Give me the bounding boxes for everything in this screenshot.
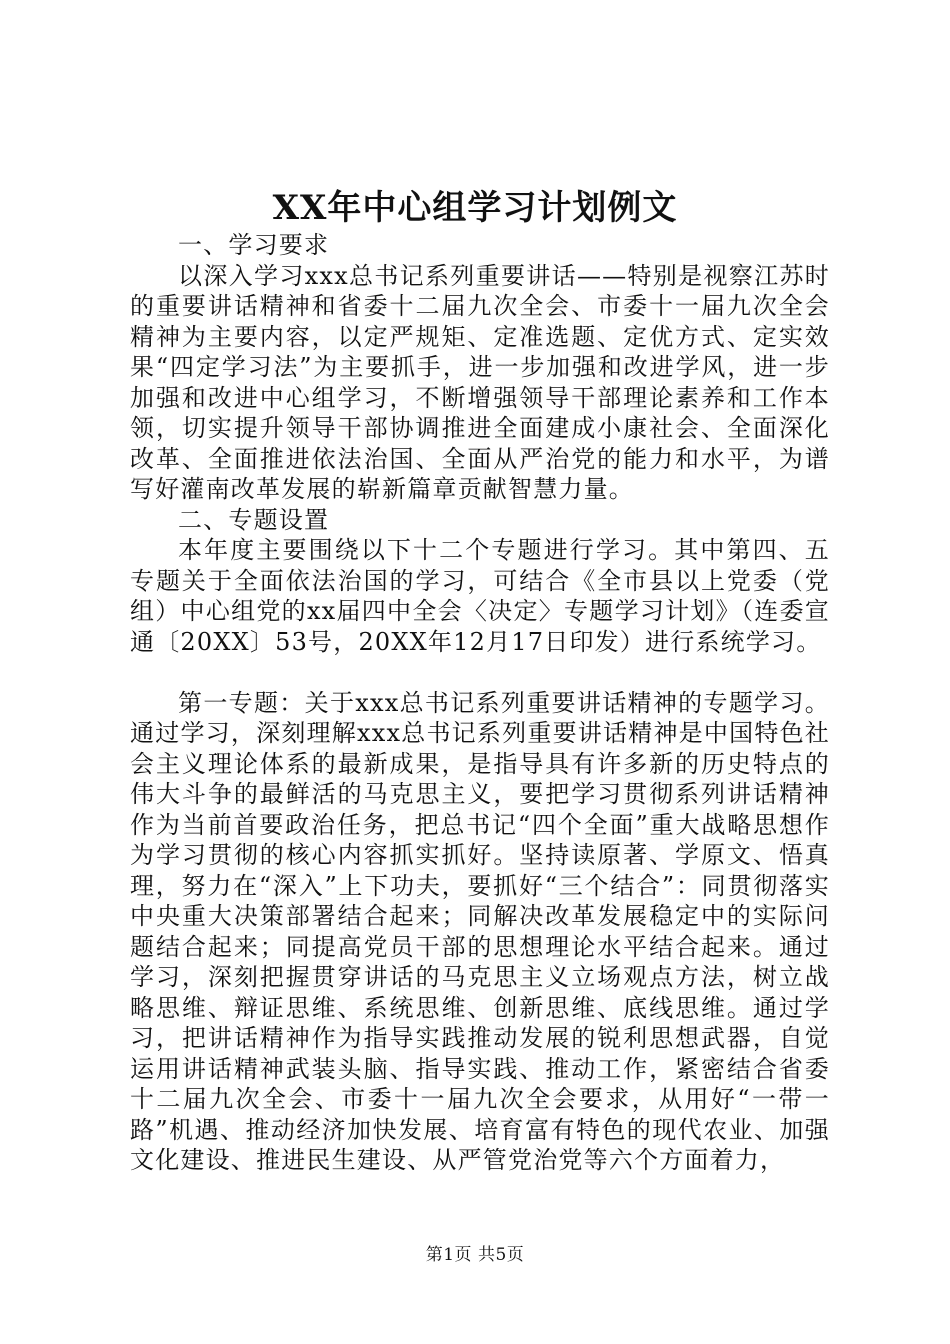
paragraph-spacer (130, 657, 830, 688)
paragraph-topics-intro: 本年度主要围绕以下十二个专题进行学习。其中第四、五专题关于全面依法治国的学习，可结合《全市县以上党委（党组）中心组党的xx届四中全会〈决定〉专题学习计划》（连委宣通〔20XX〕53号，20XX年12月17日印发）进行系统学习。 (130, 536, 830, 656)
document-body (130, 230, 830, 1176)
paragraph-topic-one: 第一专题：关于xxx总书记系列重要讲话精神的专题学习。通过学习，深刻理解xxx总书记系列重要讲话精神是中国特色社会主义理论体系的最新成果，是指导具有许多新的历史特点的伟大斗争的最鲜活的马克思主义，要把学习贯彻系列讲话精神作为当前首要政治任务，把总书记“四个全面”重大战略思想作为学习贯彻的核心内容抓实抓好。坚持读原著、学原文、悟真理，努力在“深入”上下功夫，要抓好“三个结合”：同贯彻落实中央重大决策部署结合起来；同解决改革发展稳定中的实际问题结合起来；同提高党员干部的思想理论水平结合起来。通过学习，深刻把握贯穿讲话的马克思主义立场观点方法，树立战略思维、辩证思维、系统思维、创新思维、底线思维。通过学习，把讲话精神作为指导实践推动发展的锐利思想武器，自觉运用讲话精神武装头脑、指导实践、推动工作，紧密结合省委十二届九次全会、市委十一届九次全会要求，从用好“一带一路”机遇、推动经济加快发展、培育富有特色的现代农业、加强文化建设、推进民生建设、从严管党治党等六个方面着力， (130, 688, 830, 1174)
page-number-footer: 第1页 共5页 (425, 1245, 525, 1265)
paragraph-requirements: 以深入学习xxx总书记系列重要讲话——特别是视察江苏时的重要讲话精神和省委十二届九次全会、市委十一届九次全会精神为主要内容，以定严规矩、定准选题、定优方式、定实效果“四定学习法”为主要抓手，进一步加强和改进学风，进一步加强和改进中心组学习，不断增强领导干部理论素养和工作本领，切实提升领导干部协调推进全面建成小康社会、全面深化改革、全面推进依法治国、全面从严治党的能力和水平，为谱写好灌南改革发展的崭新篇章贡献智慧力量。 (130, 261, 830, 503)
section-heading-topics: 二、专题设置 (178, 505, 330, 534)
section-heading-requirements: 一、学习要求 (178, 231, 330, 259)
document-title: XX年中心组学习计划例文 (272, 188, 678, 228)
